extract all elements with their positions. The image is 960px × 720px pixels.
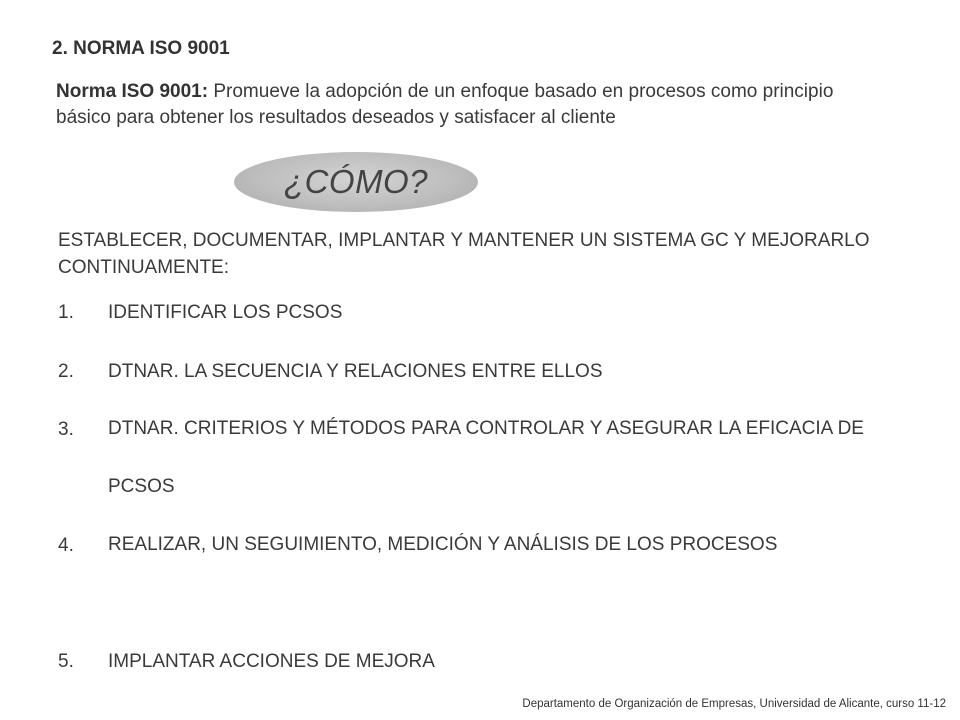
subheading: ESTABLECER, DOCUMENTAR, IMPLANTAR Y MANTENER UN SISTEMA GC Y MEJORARLO CONTINUAMENTE: (58, 230, 870, 278)
intro-text: Promueve la adopción de un enfoque basado en procesos como principio básico para obtener los resultados deseados y satisfacer al cliente (56, 81, 834, 128)
question-oval (234, 152, 478, 212)
question-text: ¿CÓMO? (283, 163, 429, 200)
step-number: 4. (58, 535, 74, 556)
intro-paragraph (56, 79, 886, 131)
step-text: IMPLANTAR ACCIONES DE MEJORA (108, 651, 435, 672)
step-number: 5. (58, 651, 74, 672)
footer-credit: Departamento de Organización de Empresas, Universidad de Alicante, curso 11-12 (522, 698, 946, 710)
step-text: DTNAR. LA SECUENCIA Y RELACIONES ENTRE ELLOS (108, 361, 603, 382)
step-text: IDENTIFICAR LOS PCSOS (108, 302, 343, 323)
step-number: 2. (58, 361, 74, 382)
step-number: 1. (58, 302, 74, 323)
step-number: 3. (58, 419, 74, 440)
slide-heading: 2. NORMA ISO 9001 (52, 38, 230, 59)
intro-bold-label: Norma ISO 9001: (56, 81, 209, 102)
step-text: REALIZAR, UN SEGUIMIENTO, MEDICIÓN Y ANÁLISIS DE LOS PROCESOS (108, 534, 778, 555)
step-text: DTNAR. CRITERIOS Y MÉTODOS PARA CONTROLAR Y ASEGURAR LA EFICACIA DE PCSOS (108, 418, 864, 497)
